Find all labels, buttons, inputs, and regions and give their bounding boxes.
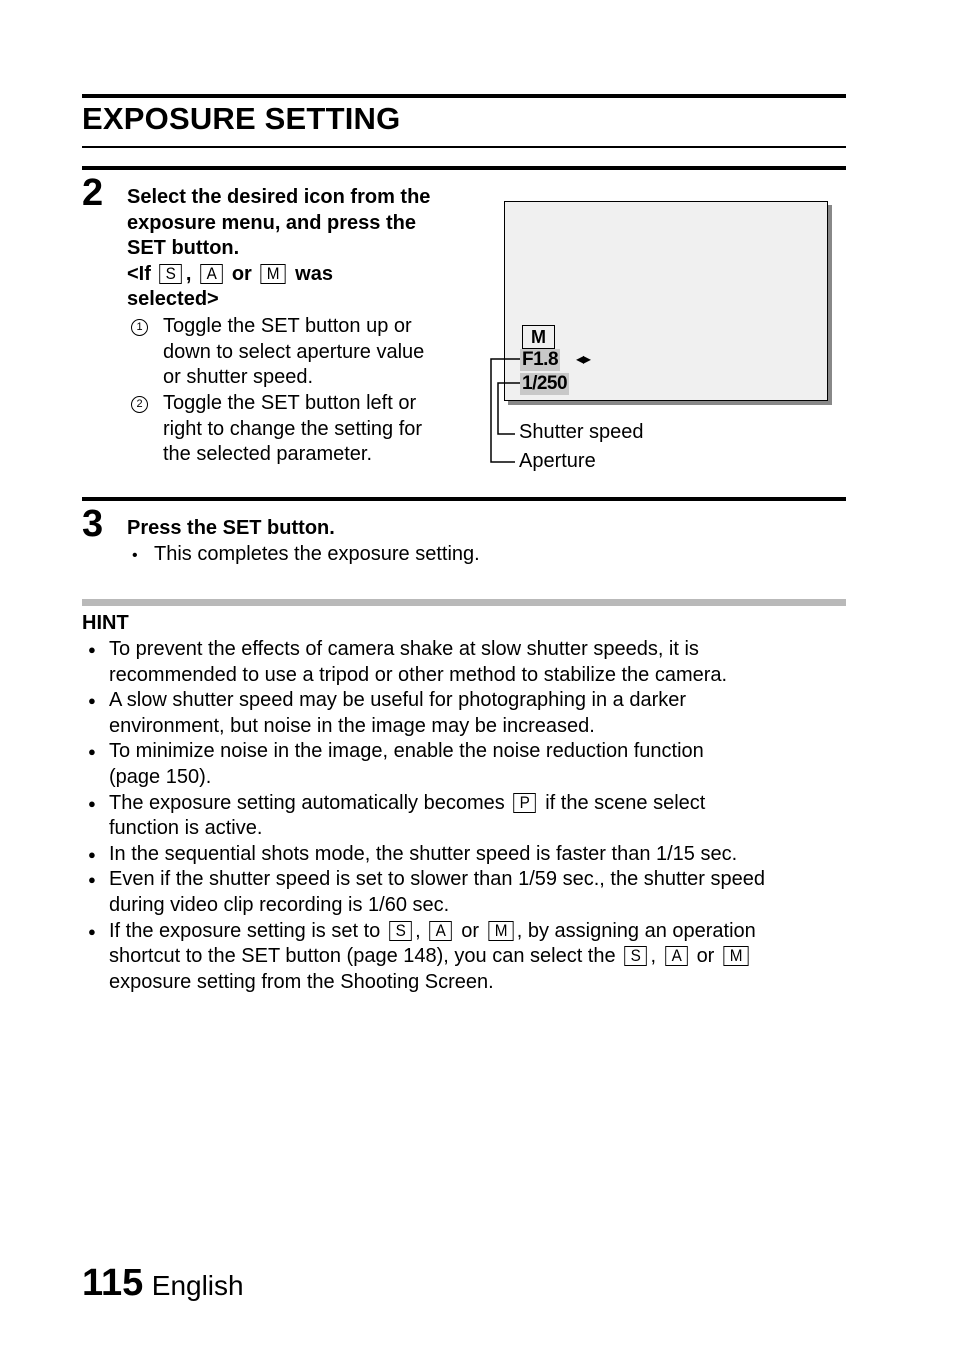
list-item xyxy=(82,867,852,918)
hint-line xyxy=(109,919,852,945)
substep-line: Toggle the SET button up or xyxy=(163,315,412,337)
mode-s-icon: S xyxy=(624,946,647,966)
mode-p-icon: P xyxy=(514,793,537,813)
hint-text: if the scene select xyxy=(545,791,706,814)
title-bottom-rule xyxy=(82,146,846,148)
lcd-screen-illustration xyxy=(504,201,828,401)
list-item xyxy=(82,842,852,868)
hint-line: exposure setting from the Shooting Screen. xyxy=(109,970,494,993)
hint-line: during video clip recording is 1/60 sec. xyxy=(109,893,450,916)
substep-line: down to select aperture value xyxy=(163,340,425,363)
step3-instruction: Press the SET button. xyxy=(127,517,335,539)
hint-line: recommended to use a tripod or other method to stabilize the camera. xyxy=(109,663,728,686)
shutter-speed-label: Shutter speed xyxy=(519,421,644,443)
condition-was: was xyxy=(295,262,333,285)
list-item xyxy=(82,688,852,739)
lcd-aperture-value: F1.8 xyxy=(522,349,559,370)
hint-or: or xyxy=(461,919,479,942)
step3-note xyxy=(132,542,480,569)
list-item xyxy=(82,739,852,790)
step2-instruction-line: exposure menu, and press the xyxy=(127,211,416,234)
mode-a-icon: A xyxy=(200,264,223,284)
substep-line: right to change the setting for xyxy=(163,417,423,440)
step3-rule xyxy=(82,497,846,501)
condition-or: or xyxy=(231,262,252,285)
condition-prefix: <If xyxy=(127,262,151,285)
hint-line: (page 150). xyxy=(109,765,212,788)
mode-m-icon: M xyxy=(261,264,286,284)
footer-language: English xyxy=(151,1270,244,1301)
step2-instruction-line: Select the desired icon from the xyxy=(127,186,431,208)
mode-s-icon: S xyxy=(160,264,183,284)
hint-list xyxy=(82,637,852,995)
lcd-mode-m-icon: M xyxy=(522,325,555,349)
condition-sep: , xyxy=(185,262,192,285)
hint-comma: , xyxy=(415,919,421,942)
list-item xyxy=(82,791,852,842)
hint-line: ● Even if the shutter speed is set to slower than 1/59 sec., the shutter speed xyxy=(109,868,765,891)
hint-line xyxy=(109,944,852,970)
mode-a-icon: A xyxy=(430,921,453,941)
step2-number: 2 xyxy=(82,172,104,214)
substep-line: Toggle the SET button left or xyxy=(163,392,417,414)
bullet-dot: • xyxy=(132,547,138,564)
step2-condition xyxy=(127,262,477,288)
lcd-left-right-arrows-icon: ◂▸ xyxy=(576,351,591,368)
circled-number-2-icon: 2 xyxy=(131,396,148,413)
step3-note-text: This completes the exposure setting. xyxy=(154,543,480,565)
page-number: 115 xyxy=(82,1262,144,1304)
shutter-callout-line xyxy=(498,383,520,434)
list-item xyxy=(82,637,852,688)
hint-line: environment, but noise in the image may be increased. xyxy=(109,714,595,737)
step2-instruction xyxy=(127,185,477,313)
hint-text: If the exposure setting is set to xyxy=(109,919,381,942)
substep-2 xyxy=(127,391,472,468)
hint-divider xyxy=(82,599,846,606)
title-top-rule xyxy=(82,94,846,98)
step2-instruction-line: SET button. xyxy=(127,237,240,260)
hint-line: function is active. xyxy=(109,817,263,840)
hint-line: ● A slow shutter speed may be useful for photographing in a darker xyxy=(109,689,687,712)
substep-line: or shutter speed. xyxy=(163,366,314,389)
lcd-shutter-value: 1/250 xyxy=(522,373,568,394)
hint-line: ● To prevent the effects of camera shake at slow shutter speeds, it is xyxy=(109,638,699,660)
aperture-callout-line xyxy=(491,359,520,462)
page-title: EXPOSURE SETTING xyxy=(82,101,401,136)
step3-number: 3 xyxy=(82,503,104,545)
substep-1 xyxy=(127,314,472,391)
mode-a-icon: A xyxy=(665,946,688,966)
step2-rule xyxy=(82,166,846,170)
hint-text: The exposure setting automatically becomes xyxy=(109,791,505,814)
circled-number-1-icon: 1 xyxy=(131,319,148,336)
hint-heading: HINT xyxy=(82,612,129,634)
mode-m-icon: M xyxy=(723,946,748,966)
mode-m-icon: M xyxy=(488,921,513,941)
hint-text: shortcut to the SET button (page 148), you can select the xyxy=(109,945,616,968)
hint-line: ● In the sequential shots mode, the shutter speed is faster than 1/15 sec. xyxy=(109,842,738,865)
page-footer xyxy=(82,1262,244,1305)
list-item xyxy=(82,919,852,996)
aperture-label: Aperture xyxy=(519,450,596,472)
hint-or: or xyxy=(696,945,715,968)
hint-comma: , xyxy=(650,945,657,968)
hint-line: ● To minimize noise in the image, enable the noise reduction function xyxy=(109,740,704,763)
hint-text: , by assigning an operation xyxy=(516,919,756,942)
mode-s-icon: S xyxy=(389,921,412,941)
hint-line xyxy=(109,791,852,817)
substep-line: the selected parameter. xyxy=(163,443,373,466)
condition-end: selected> xyxy=(127,288,219,311)
